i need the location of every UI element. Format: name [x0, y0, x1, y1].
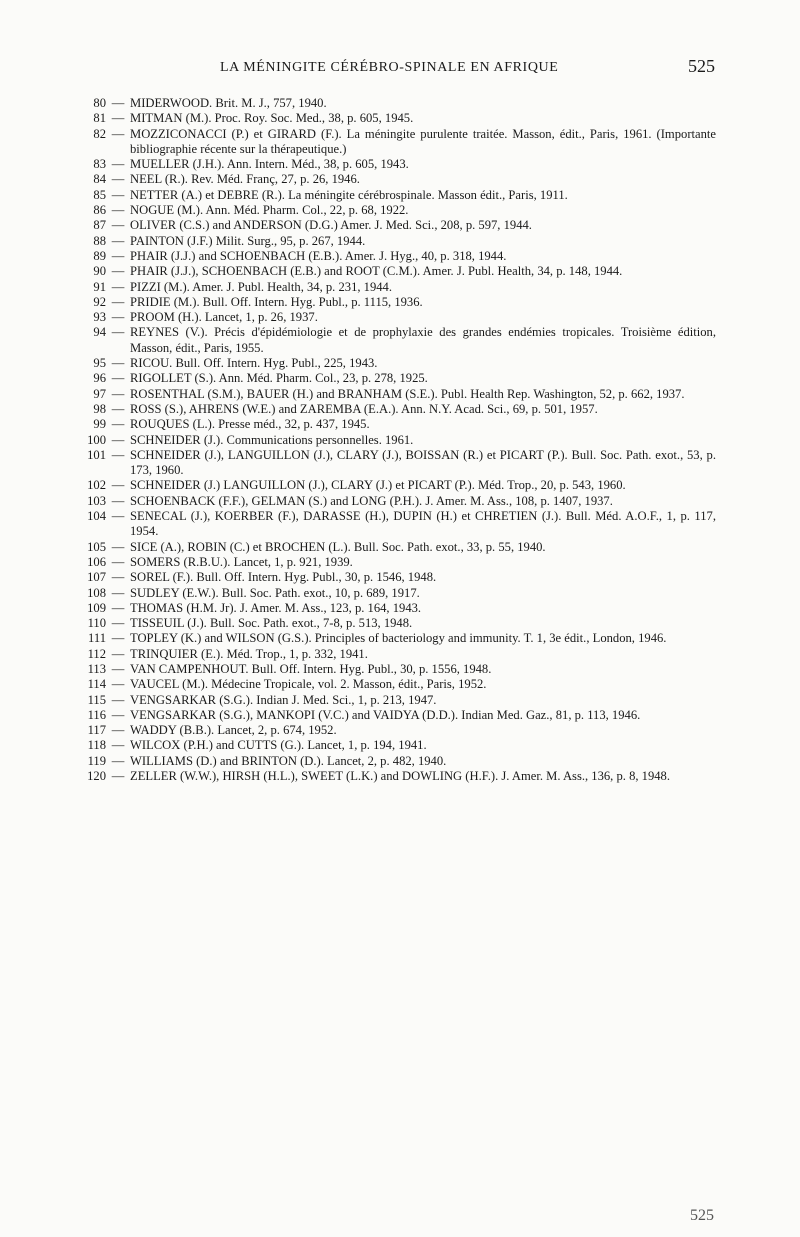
reference-text: SCHNEIDER (J.), LANGUILLON (J.), CLARY (J.), BOISSAN (R.) et PICART (P.). Bull. Soc. Path. exot., 53, p. 173, 1960. — [130, 447, 716, 478]
reference-dash: — — [111, 157, 125, 172]
reference-number: 94 — [93, 325, 106, 340]
reference-text: WILCOX (P.H.) and CUTTS (G.). Lancet, 1, p. 194, 1941. — [130, 738, 427, 753]
reference-item — [80, 280, 716, 295]
reference-text: VENGSARKAR (S.G.), MANKOPI (V.C.) and VAIDYA (D.D.). Indian Med. Gaz., 81, p. 113, 1946. — [130, 707, 641, 722]
reference-dash: — — [111, 356, 125, 371]
reference-dash: — — [111, 279, 125, 294]
reference-text: SOMERS (R.B.U.). Lancet, 1, p. 921, 1939. — [130, 554, 353, 569]
reference-dash: — — [111, 661, 125, 676]
reference-number: 88 — [93, 233, 106, 248]
reference-number: 104 — [87, 509, 106, 524]
reference-number: 118 — [87, 738, 106, 753]
reference-text: TOPLEY (K.) and WILSON (G.S.). Principles of bacteriology and immunity. T. 1, 3e édit., London, 1946. — [130, 631, 667, 646]
reference-number: 90 — [93, 264, 106, 279]
reference-dash: — — [111, 203, 125, 218]
reference-dash: — — [111, 447, 125, 462]
reference-text: THOMAS (H.M. Jr). J. Amer. M. Ass., 123, p. 164, 1943. — [130, 600, 422, 615]
reference-item — [80, 555, 716, 570]
reference-item — [80, 264, 716, 279]
reference-number: 97 — [93, 386, 106, 401]
reference-number: 81 — [93, 111, 106, 126]
reference-number: 119 — [87, 753, 106, 768]
reference-item — [80, 448, 716, 479]
reference-number: 89 — [93, 248, 106, 263]
reference-number: 83 — [93, 157, 106, 172]
reference-item — [80, 647, 716, 662]
reference-dash: — — [111, 248, 125, 263]
reference-number: 102 — [87, 478, 106, 493]
reference-item — [80, 723, 716, 738]
reference-dash: — — [111, 386, 125, 401]
reference-dash: — — [111, 631, 125, 646]
reference-dash: — — [111, 172, 125, 187]
reference-dash: — — [111, 723, 125, 738]
reference-item — [80, 586, 716, 601]
reference-dash: — — [111, 371, 125, 386]
reference-text: SCHNEIDER (J.). Communications personnelles. 1961. — [130, 432, 414, 447]
reference-number: 86 — [93, 203, 106, 218]
reference-text: MIDERWOOD. Brit. M. J., 757, 1940. — [130, 96, 327, 110]
reference-text: ZELLER (W.W.), HIRSH (H.L.), SWEET (L.K.) and DOWLING (H.F.). J. Amer. M. Ass., 136, p. 8, 1948. — [130, 769, 671, 784]
reference-text: WADDY (B.B.). Lancet, 2, p. 674, 1952. — [130, 723, 337, 738]
reference-text: RIGOLLET (S.). Ann. Méd. Pharm. Col., 23, p. 278, 1925. — [130, 371, 428, 386]
reference-dash: — — [111, 707, 125, 722]
reference-text: NOGUE (M.). Ann. Méd. Pharm. Col., 22, p. 68, 1922. — [130, 203, 409, 218]
page-header — [0, 52, 800, 82]
reference-number: 111 — [88, 631, 106, 646]
reference-item — [80, 157, 716, 172]
reference-number: 87 — [93, 218, 106, 233]
reference-text: MOZZICONACCI (P.) et GIRARD (F.). La méningite purulente traitée. Masson, édit., Paris, 1961. (Importante bibliographie récente sur la thérapeutique.) — [130, 126, 716, 156]
reference-text: VENGSARKAR (S.G.). Indian J. Med. Sci., 1, p. 213, 1947. — [130, 692, 437, 707]
reference-number: 98 — [93, 401, 106, 416]
reference-dash: — — [111, 585, 125, 600]
reference-text: TISSEUIL (J.). Bull. Soc. Path. exot., 7-8, p. 513, 1948. — [130, 616, 413, 631]
reference-item — [80, 494, 716, 509]
reference-number: 114 — [87, 677, 106, 692]
reference-number: 110 — [87, 616, 106, 631]
reference-dash: — — [111, 539, 125, 554]
reference-number: 95 — [93, 356, 106, 371]
reference-text: PHAIR (J.J.) and SCHOENBACH (E.B.). Amer. J. Hyg., 40, p. 318, 1944. — [130, 248, 507, 263]
reference-number: 115 — [87, 692, 106, 707]
reference-dash: — — [111, 478, 125, 493]
reference-text: PROOM (H.). Lancet, 1, p. 26, 1937. — [130, 310, 318, 325]
reference-text: ROUQUES (L.). Presse méd., 32, p. 437, 1945. — [130, 417, 370, 432]
reference-text: WILLIAMS (D.) and BRINTON (D.). Lancet, 2, p. 482, 1940. — [130, 753, 447, 768]
reference-item — [80, 738, 716, 753]
handwritten-page-number: 525 — [690, 1207, 714, 1224]
reference-text: SOREL (F.). Bull. Off. Intern. Hyg. Publ., 30, p. 1546, 1948. — [130, 570, 437, 585]
reference-item — [80, 509, 716, 540]
reference-dash: — — [111, 646, 125, 661]
reference-text: SCHNEIDER (J.) LANGUILLON (J.), CLARY (J.) et PICART (P.). Méd. Trop., 20, p. 543, 1960. — [130, 478, 626, 493]
reference-number: 109 — [87, 600, 106, 615]
reference-dash: — — [111, 753, 125, 768]
reference-item — [80, 478, 716, 493]
reference-number: 106 — [87, 554, 106, 569]
reference-item — [80, 387, 716, 402]
reference-number: 93 — [93, 310, 106, 325]
reference-number: 91 — [93, 279, 106, 294]
reference-item — [80, 708, 716, 723]
running-title: LA MÉNINGITE CÉRÉBRO-SPINALE EN AFRIQUE — [220, 60, 559, 75]
reference-item — [80, 203, 716, 218]
reference-dash: — — [111, 432, 125, 447]
reference-number: 112 — [87, 646, 106, 661]
page-number: 525 — [688, 56, 715, 76]
reference-dash: — — [111, 111, 125, 126]
reference-number: 101 — [87, 447, 106, 462]
reference-dash: — — [111, 554, 125, 569]
reference-text: PAINTON (J.F.) Milit. Surg., 95, p. 267, 1944. — [130, 233, 366, 248]
reference-text: SICE (A.), ROBIN (C.) et BROCHEN (L.). Bull. Soc. Path. exot., 33, p. 55, 1940. — [130, 539, 546, 554]
reference-item — [80, 769, 716, 784]
reference-number: 116 — [87, 707, 106, 722]
reference-item — [80, 677, 716, 692]
reference-text: SUDLEY (E.W.). Bull. Soc. Path. exot., 10, p. 689, 1917. — [130, 585, 420, 600]
reference-text: MUELLER (J.H.). Ann. Intern. Méd., 38, p. 605, 1943. — [130, 157, 409, 172]
reference-dash: — — [111, 187, 125, 202]
reference-dash: — — [111, 509, 125, 524]
reference-text: MITMAN (M.). Proc. Roy. Soc. Med., 38, p. 605, 1945. — [130, 111, 414, 126]
reference-text: RICOU. Bull. Off. Intern. Hyg. Publ., 225, 1943. — [130, 356, 378, 371]
reference-dash: — — [111, 325, 125, 340]
reference-number: 82 — [93, 126, 106, 141]
reference-text: ROSS (S.), AHRENS (W.E.) and ZAREMBA (E.A.). Ann. N.Y. Acad. Sci., 69, p. 501, 1957. — [130, 401, 598, 416]
reference-item — [80, 371, 716, 386]
reference-dash: — — [111, 692, 125, 707]
reference-dash: — — [111, 493, 125, 508]
reference-number: 107 — [87, 570, 106, 585]
reference-number: 105 — [87, 539, 106, 554]
reference-item — [80, 249, 716, 264]
reference-number: 120 — [87, 769, 106, 784]
reference-dash: — — [111, 738, 125, 753]
reference-number: 85 — [93, 187, 106, 202]
reference-dash: — — [111, 417, 125, 432]
reference-text: TRINQUIER (E.). Méd. Trop., 1, p. 332, 1941. — [130, 646, 368, 661]
reference-text: OLIVER (C.S.) and ANDERSON (D.G.) Amer. J. Med. Sci., 208, p. 597, 1944. — [130, 218, 532, 233]
reference-dash: — — [111, 769, 125, 784]
reference-item — [80, 754, 716, 769]
reference-number: 108 — [87, 585, 106, 600]
reference-dash: — — [111, 264, 125, 279]
reference-dash: — — [111, 233, 125, 248]
reference-number: 92 — [93, 294, 106, 309]
reference-item — [80, 662, 716, 677]
reference-number: 113 — [87, 661, 106, 676]
reference-item — [80, 540, 716, 555]
reference-item — [80, 433, 716, 448]
reference-number: 99 — [93, 417, 106, 432]
reference-item — [80, 325, 716, 356]
reference-item — [80, 111, 716, 126]
reference-item — [80, 402, 716, 417]
reference-item — [80, 310, 716, 325]
reference-item — [80, 601, 716, 616]
reference-text: NEEL (R.). Rev. Méd. Franç, 27, p. 26, 1946. — [130, 172, 360, 187]
reference-dash: — — [111, 310, 125, 325]
reference-item — [80, 127, 716, 158]
reference-dash: — — [111, 600, 125, 615]
reference-dash: — — [111, 96, 125, 110]
reference-dash: — — [111, 677, 125, 692]
reference-dash: — — [111, 401, 125, 416]
reference-number: 117 — [87, 723, 106, 738]
reference-item — [80, 188, 716, 203]
reference-number: 103 — [87, 493, 106, 508]
reference-text: PIZZI (M.). Amer. J. Publ. Health, 34, p. 231, 1944. — [130, 279, 393, 294]
reference-item — [80, 234, 716, 249]
reference-number: 84 — [93, 172, 106, 187]
reference-text: VAUCEL (M.). Médecine Tropicale, vol. 2. Masson, édit., Paris, 1952. — [130, 677, 487, 692]
reference-item — [80, 693, 716, 708]
reference-number: 96 — [93, 371, 106, 386]
reference-text: NETTER (A.) et DEBRE (R.). La méningite cérébrospinale. Masson édit., Paris, 1911. — [130, 187, 568, 202]
reference-dash: — — [111, 616, 125, 631]
reference-text: PHAIR (J.J.), SCHOENBACH (E.B.) and ROOT (C.M.). Amer. J. Publ. Health, 34, p. 148, 1944. — [130, 264, 623, 279]
reference-item — [80, 616, 716, 631]
reference-list — [80, 96, 716, 784]
reference-item — [80, 356, 716, 371]
reference-text: ROSENTHAL (S.M.), BAUER (H.) and BRANHAM (S.E.). Publ. Health Rep. Washington, 52, p. 662, 1937. — [130, 386, 685, 401]
reference-number: 100 — [87, 432, 106, 447]
reference-item — [80, 417, 716, 432]
reference-item — [80, 295, 716, 310]
reference-item — [80, 631, 716, 646]
reference-dash: — — [111, 126, 125, 141]
reference-text: REYNES (V.). Précis d'épidémiologie et de prophylaxie des grandes endémies tropicales. Troisième édition, Masson, édit., Paris, 1955. — [130, 325, 716, 355]
reference-item — [80, 96, 716, 111]
reference-number: 80 — [93, 96, 106, 110]
reference-dash: — — [111, 570, 125, 585]
reference-item — [80, 570, 716, 585]
reference-text: PRIDIE (M.). Bull. Off. Intern. Hyg. Publ., p. 1115, 1936. — [130, 294, 423, 309]
reference-text: VAN CAMPENHOUT. Bull. Off. Intern. Hyg. Publ., 30, p. 1556, 1948. — [130, 661, 492, 676]
reference-dash: — — [111, 294, 125, 309]
reference-text: SCHOENBACK (F.F.), GELMAN (S.) and LONG (P.H.). J. Amer. M. Ass., 108, p. 1407, 1937. — [130, 493, 613, 508]
reference-text: SENECAL (J.), KOERBER (F.), DARASSE (H.), DUPIN (H.) et CHRETIEN (J.). Bull. Méd. A.O.F., 1, p. 117, 1954. — [130, 509, 716, 539]
reference-dash: — — [111, 218, 125, 233]
reference-item — [80, 218, 716, 233]
reference-item — [80, 172, 716, 187]
